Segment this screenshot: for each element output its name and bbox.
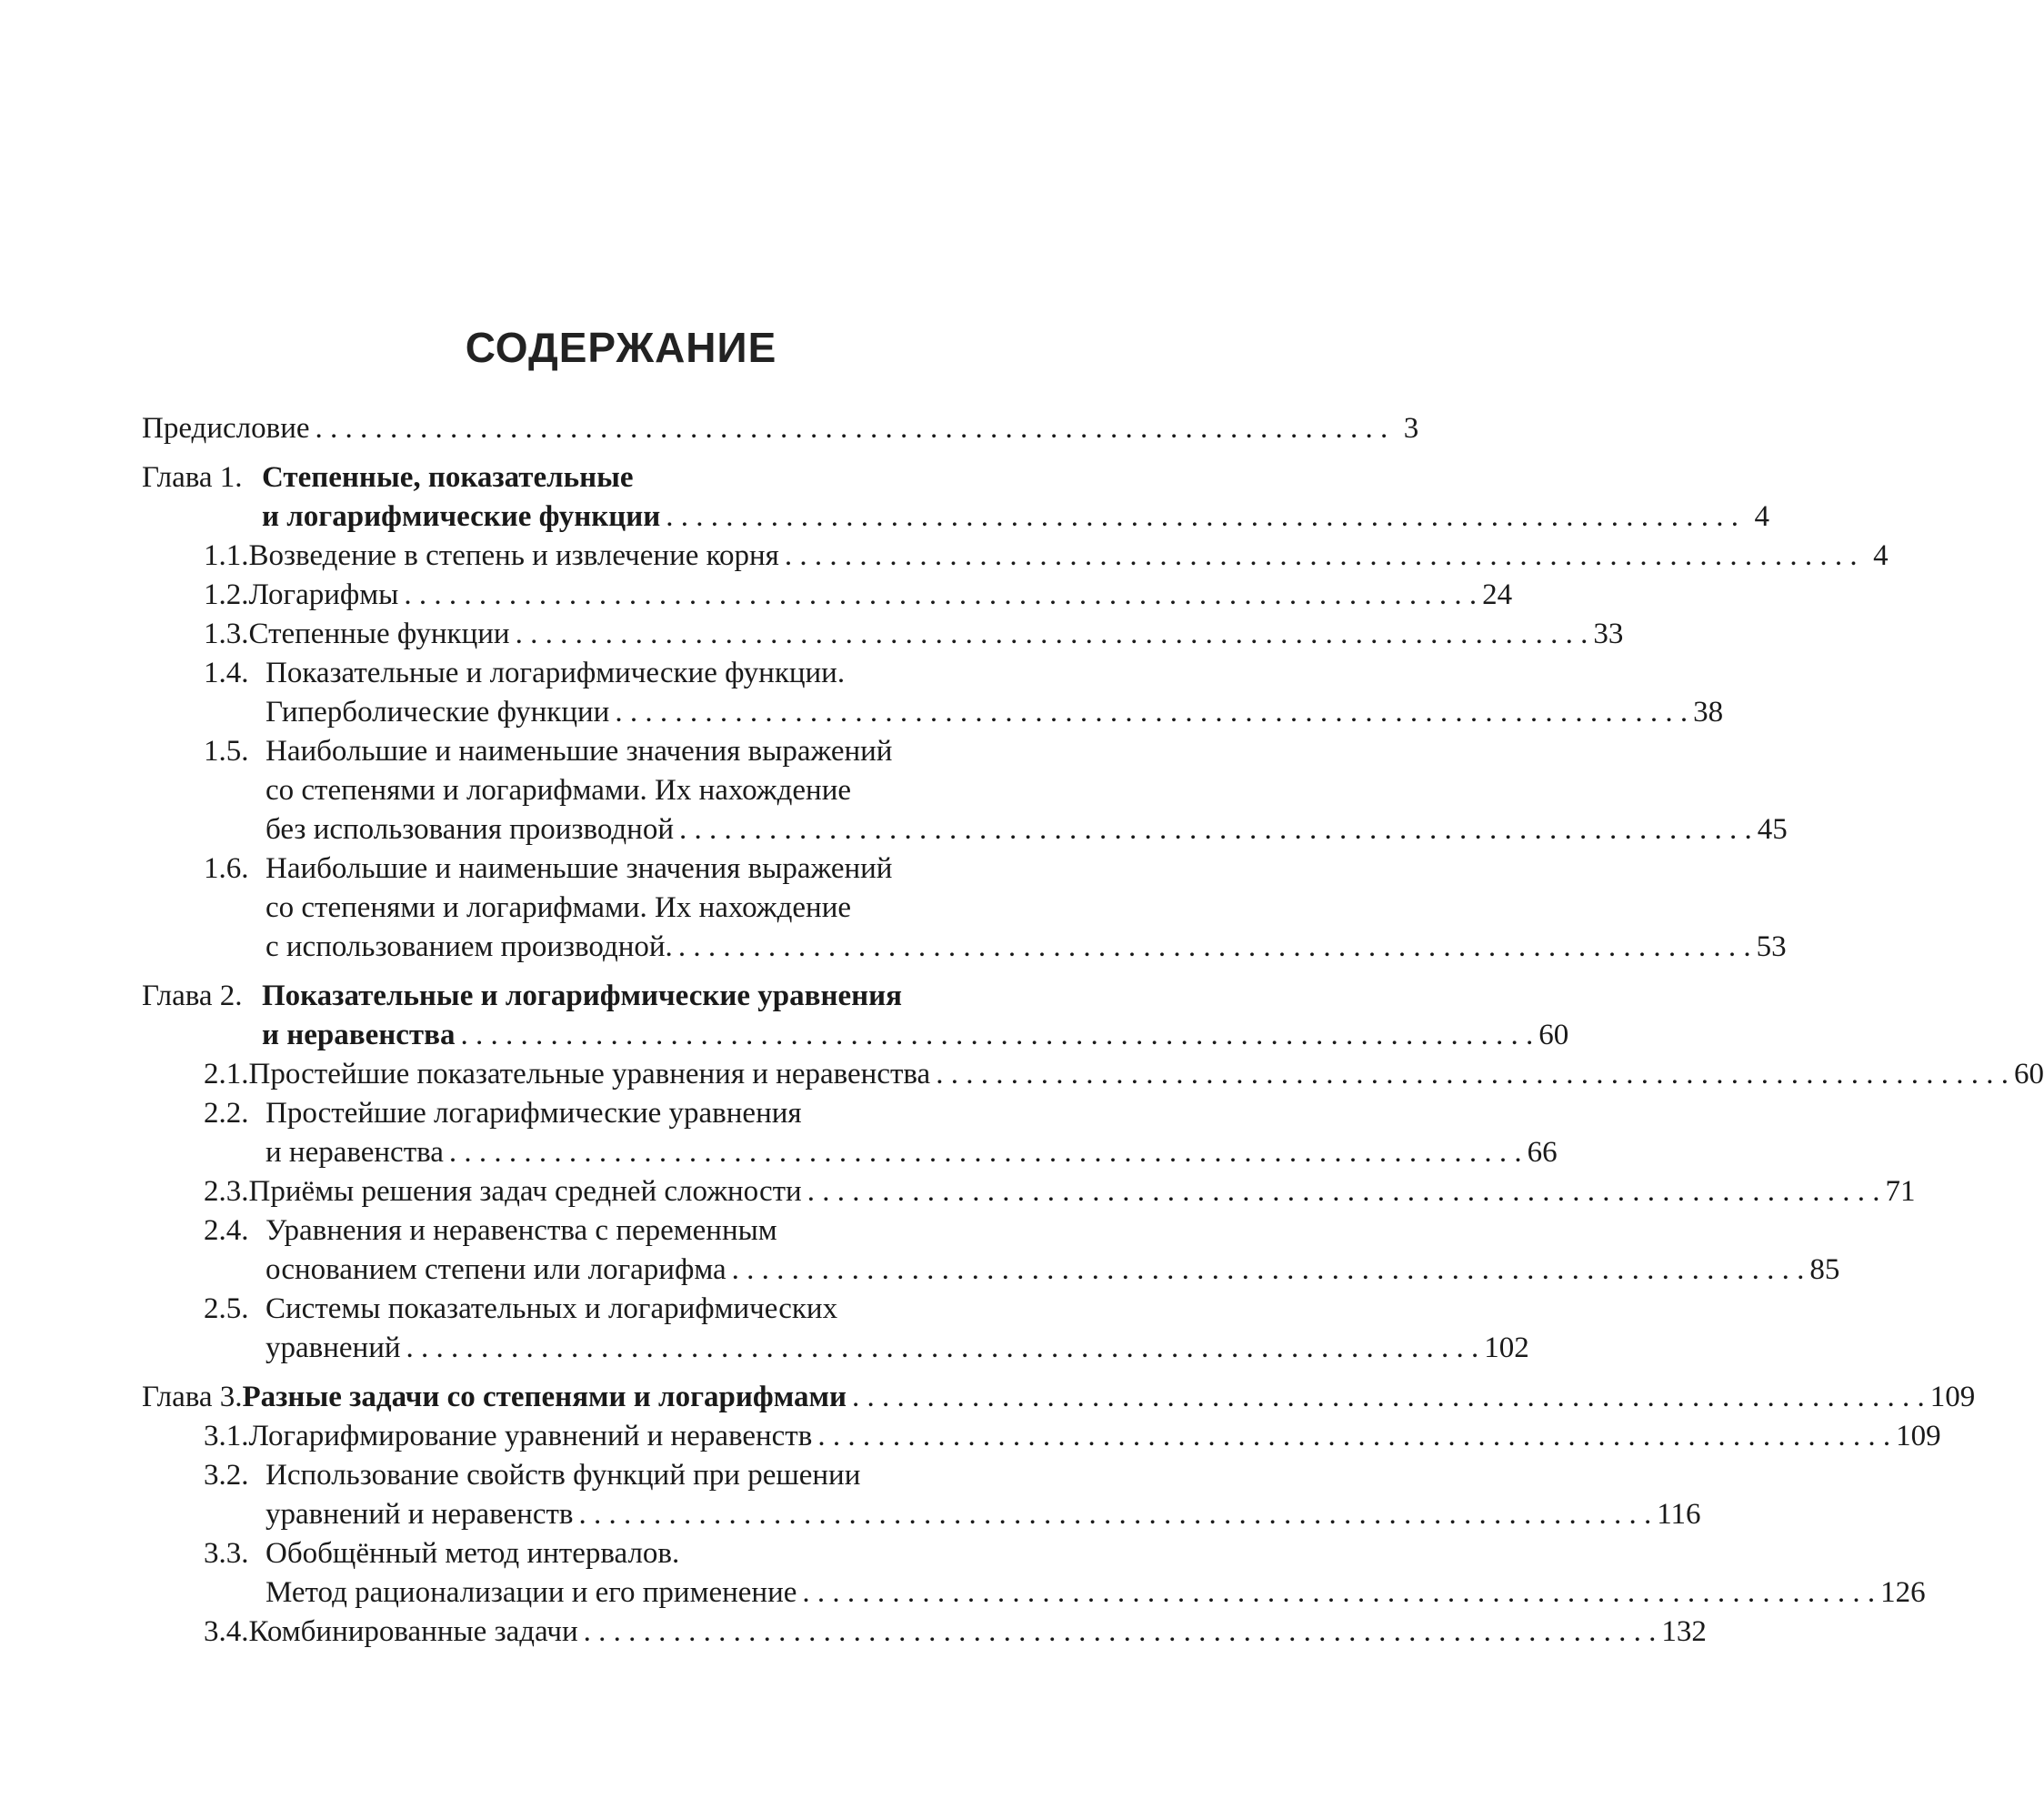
toc-page-number: 60 (2013, 1058, 2044, 1090)
toc-entry-text: со степенями и логарифмами. Их нахождение (266, 891, 852, 924)
toc-entry-text: Логарифмы (248, 578, 399, 611)
toc-line (142, 1417, 1941, 1456)
toc-entry-number: Глава 3. (142, 1381, 243, 1413)
toc-line (142, 1456, 1098, 1495)
toc-page-number: 45 (1757, 813, 1788, 846)
toc-entry-number: 3.3. (204, 1537, 249, 1570)
toc-line (142, 1211, 1098, 1251)
toc-entry-text: с использованием производной. (266, 930, 673, 963)
toc-line (142, 1055, 2044, 1094)
toc-entry-text: Обобщённый метод интервалов. (266, 1537, 680, 1570)
toc-entry-text: Простейшие логарифмические уравнения (266, 1097, 802, 1130)
toc-entry-number: 1.2. (204, 578, 249, 611)
toc-section-entry (142, 732, 1788, 849)
toc-page-number: 132 (1661, 1615, 1707, 1648)
toc-page-number: 60 (1538, 1019, 1569, 1051)
table-of-contents (142, 409, 2044, 1652)
toc-chapter-entry (142, 977, 1569, 1055)
toc-section-entry (142, 1211, 1840, 1290)
toc-line (142, 1613, 1707, 1652)
dot-leader: . . . . . . . . . . . . . . . . . . . . . . . . . . . . . . . . . . . . . . . . . . . . . . . . . . . . . . . . . . . . . . . . . . . . . . . . (679, 813, 1752, 846)
dot-leader: . . . . . . . . . . . . . . . . . . . . . . . . . . . . . . . . . . . . . . . . . . . . . . . . . . . . . . . . . . . . . . . . . . . . . . . . (666, 500, 1739, 533)
toc-line (142, 771, 1098, 810)
toc-entry-text: Гиперболические функции (266, 696, 610, 729)
toc-entry-number: 2.2. (204, 1097, 249, 1130)
toc-entry-number: 2.3. (204, 1175, 249, 1208)
toc-entry-number: 3.4. (204, 1615, 249, 1648)
toc-section-entry (142, 654, 1724, 732)
toc-section-entry (142, 849, 1787, 967)
toc-line (142, 1495, 1701, 1534)
dot-leader: . . . . . . . . . . . . . . . . . . . . . . . . . . . . . . . . . . . . . . . . . . . . . . . . . . . . . . . . . . . . . . . . . . . . . . . . (315, 412, 1388, 445)
toc-line (142, 928, 1787, 967)
toc-entry-text: и неравенства (266, 1136, 444, 1169)
toc-entry-text: уравнений (266, 1332, 401, 1364)
toc-entry-number: 2.5. (204, 1292, 249, 1325)
toc-line (142, 1573, 1926, 1613)
toc-line (142, 537, 1889, 576)
toc-page-number: 109 (1896, 1420, 1941, 1452)
dot-leader: . . . . . . . . . . . . . . . . . . . . . . . . . . . . . . . . . . . . . . . . . . . . . . . . . . . . . . . . . . . . . . . . . . . . . . . . (936, 1058, 2009, 1090)
dot-leader: . . . . . . . . . . . . . . . . . . . . . . . . . . . . . . . . . . . . . . . . . . . . . . . . . . . . . . . . . . . . . . . . . . . . . . . . (731, 1253, 1805, 1286)
toc-entry-number: 1.5. (204, 735, 249, 768)
dot-leader: . . . . . . . . . . . . . . . . . . . . . . . . . . . . . . . . . . . . . . . . . . . . . . . . . . . . . . . . . . . . . . . . . . . . . . . . (448, 1136, 1522, 1169)
toc-page-number: 71 (1885, 1175, 1916, 1208)
toc-entry-number: Глава 2. (142, 980, 243, 1012)
toc-line (142, 1172, 1916, 1211)
toc-page-number: 109 (1929, 1381, 1976, 1413)
toc-line (142, 1329, 1529, 1368)
toc-entry-text: Наибольшие и наименьшие значения выражений (266, 735, 893, 768)
toc-entry-text: и неравенства (262, 1019, 456, 1051)
toc-page-number: 4 (1754, 500, 1770, 533)
dot-leader: . . . . . . . . . . . . . . . . . . . . . . . . . . . . . . . . . . . . . . . . . . . . . . . . . . . . . . . . . . . . . . . . . . . . . . . . (460, 1019, 1534, 1051)
toc-entry-text: Наибольшие и наименьшие значения выражений (266, 852, 893, 885)
toc-section-entry (142, 1534, 1926, 1613)
toc-entry-text: со степенями и логарифмами. Их нахождение (266, 774, 852, 807)
toc-line (142, 977, 1098, 1016)
toc-entry-number: Глава 1. (142, 461, 243, 494)
dot-leader: . . . . . . . . . . . . . . . . . . . . . . . . . . . . . . . . . . . . . . . . . . . . . . . . . . . . . . . . . . . . . . . . . . . . . . . . (578, 1498, 1652, 1531)
toc-line (142, 576, 1513, 615)
toc-page-number: 85 (1809, 1253, 1840, 1286)
toc-line (142, 693, 1724, 732)
toc-line (142, 810, 1788, 849)
dot-leader: . . . . . . . . . . . . . . . . . . . . . . . . . . . . . . . . . . . . . . . . . . . . . . . . . . . . . . . . . . . . . . . . . . . . . . . . (807, 1175, 1880, 1208)
dot-leader: . . . . . . . . . . . . . . . . . . . . . . . . . . . . . . . . . . . . . . . . . . . . . . . . . . . . . . . . . . . . . . . . . . . . . . . . (852, 1381, 1925, 1413)
toc-section-entry (142, 1172, 1916, 1211)
toc-line (142, 615, 1624, 654)
toc-entry-text: и логарифмические функции (262, 500, 661, 533)
dot-leader: . . . . . . . . . . . . . . . . . . . . . . . . . . . . . . . . . . . . . . . . . . . . . . . . . . . . . . . . . . . . . . . . . . . . . . . . (615, 696, 1688, 729)
toc-page-number: 53 (1756, 930, 1787, 963)
toc-section-entry (142, 537, 1889, 576)
toc-section-entry (142, 615, 1624, 654)
dot-leader: . . . . . . . . . . . . . . . . . . . . . . . . . . . . . . . . . . . . . . . . . . . . . . . . . . . . . . . . . . . . . . . . . . . . . . . . (677, 930, 1751, 963)
toc-entry-text: Логарифмирование уравнений и неравенств (248, 1420, 813, 1452)
toc-entry-number: 1.1. (204, 539, 249, 572)
dot-leader: . . . . . . . . . . . . . . . . . . . . . . . . . . . . . . . . . . . . . . . . . . . . . . . . . . . . . . . . . . . . . . . . . . . . . . . . (515, 618, 1588, 650)
toc-chapter-entry (142, 409, 1419, 448)
toc-line (142, 458, 1098, 497)
toc-entry-text: Простейшие показательные уравнения и неравенства (248, 1058, 931, 1090)
toc-entry-text: уравнений и неравенств (266, 1498, 574, 1531)
toc-page-number: 24 (1482, 578, 1513, 611)
toc-section-entry (142, 576, 1513, 615)
toc-line (142, 1016, 1569, 1055)
toc-entry-number: 1.6. (204, 852, 249, 885)
toc-page-number: 33 (1593, 618, 1624, 650)
toc-entry-number: 1.4. (204, 657, 249, 689)
toc-line (142, 889, 1098, 928)
toc-section-entry (142, 1290, 1529, 1368)
toc-line (142, 1133, 1558, 1172)
toc-line (142, 654, 1098, 693)
toc-line (142, 1251, 1840, 1290)
dot-leader: . . . . . . . . . . . . . . . . . . . . . . . . . . . . . . . . . . . . . . . . . . . . . . . . . . . . . . . . . . . . . . . . . . . . . . . . (784, 539, 1858, 572)
toc-chapter-entry (142, 458, 1770, 537)
toc-line (142, 1534, 1098, 1573)
page-title: СОДЕРЖАНИЕ (465, 324, 777, 371)
toc-entry-text: Степенные, показательные (262, 461, 634, 494)
toc-line (142, 409, 1419, 448)
toc-line (142, 1290, 1098, 1329)
toc-line (142, 732, 1098, 771)
toc-entry-text: Степенные функции (248, 618, 510, 650)
dot-leader: . . . . . . . . . . . . . . . . . . . . . . . . . . . . . . . . . . . . . . . . . . . . . . . . . . . . . . . . . . . . . . . . . . . . . . . . (583, 1615, 1657, 1648)
toc-entry-text: Комбинированные задачи (248, 1615, 578, 1648)
toc-entry-number: 3.2. (204, 1459, 249, 1492)
toc-page-number: 116 (1657, 1498, 1701, 1531)
toc-section-entry (142, 1456, 1701, 1534)
toc-section-entry (142, 1055, 2044, 1094)
toc-entry-number: 3.1. (204, 1420, 249, 1452)
toc-entry-text: Возведение в степень и извлечение корня (248, 539, 779, 572)
toc-chapter-entry (142, 1378, 1976, 1417)
toc-entry-text: Использование свойств функций при решении (266, 1459, 861, 1492)
toc-entry-text: Системы показательных и логарифмических (266, 1292, 838, 1325)
toc-entry-text: Предисловие (142, 412, 310, 445)
toc-page-number: 66 (1527, 1136, 1558, 1169)
toc-page-number: 4 (1873, 539, 1889, 572)
toc-entry-text: Приёмы решения задач средней сложности (248, 1175, 802, 1208)
toc-entry-text: основанием степени или логарифма (266, 1253, 726, 1286)
toc-entry-text: Разные задачи со степенями и логарифмами (242, 1381, 847, 1413)
toc-page-number: 102 (1484, 1332, 1529, 1364)
toc-entry-number: 2.1. (204, 1058, 249, 1090)
toc-entry-number: 2.4. (204, 1214, 249, 1247)
toc-entry-text: Показательные и логарифмические функции. (266, 657, 846, 689)
toc-line (142, 849, 1098, 889)
toc-entry-number: 1.3. (204, 618, 249, 650)
dot-leader: . . . . . . . . . . . . . . . . . . . . . . . . . . . . . . . . . . . . . . . . . . . . . . . . . . . . . . . . . . . . . . . . . . . . . . . . (404, 578, 1478, 611)
toc-line (142, 497, 1770, 537)
toc-entry-text: Уравнения и неравенства с переменным (266, 1214, 777, 1247)
toc-line (142, 1094, 1098, 1133)
toc-section-entry (142, 1094, 1558, 1172)
dot-leader: . . . . . . . . . . . . . . . . . . . . . . . . . . . . . . . . . . . . . . . . . . . . . . . . . . . . . . . . . . . . . . . . . . . . . . . . (817, 1420, 1891, 1452)
toc-section-entry (142, 1417, 1941, 1456)
dot-leader: . . . . . . . . . . . . . . . . . . . . . . . . . . . . . . . . . . . . . . . . . . . . . . . . . . . . . . . . . . . . . . . . . . . . . . . . (406, 1332, 1479, 1364)
toc-entry-text: Показательные и логарифмические уравнения (262, 980, 902, 1012)
toc-section-entry (142, 1613, 1707, 1652)
toc-entry-text: без использования производной (266, 813, 674, 846)
toc-page-number: 38 (1693, 696, 1724, 729)
dot-leader: . . . . . . . . . . . . . . . . . . . . . . . . . . . . . . . . . . . . . . . . . . . . . . . . . . . . . . . . . . . . . . . . . . . . . . . . (802, 1576, 1876, 1609)
toc-line (142, 1378, 1976, 1417)
toc-entry-text: Метод рационализации и его применение (266, 1576, 797, 1609)
toc-page-number: 3 (1403, 412, 1419, 445)
toc-page-number: 126 (1880, 1576, 1926, 1609)
